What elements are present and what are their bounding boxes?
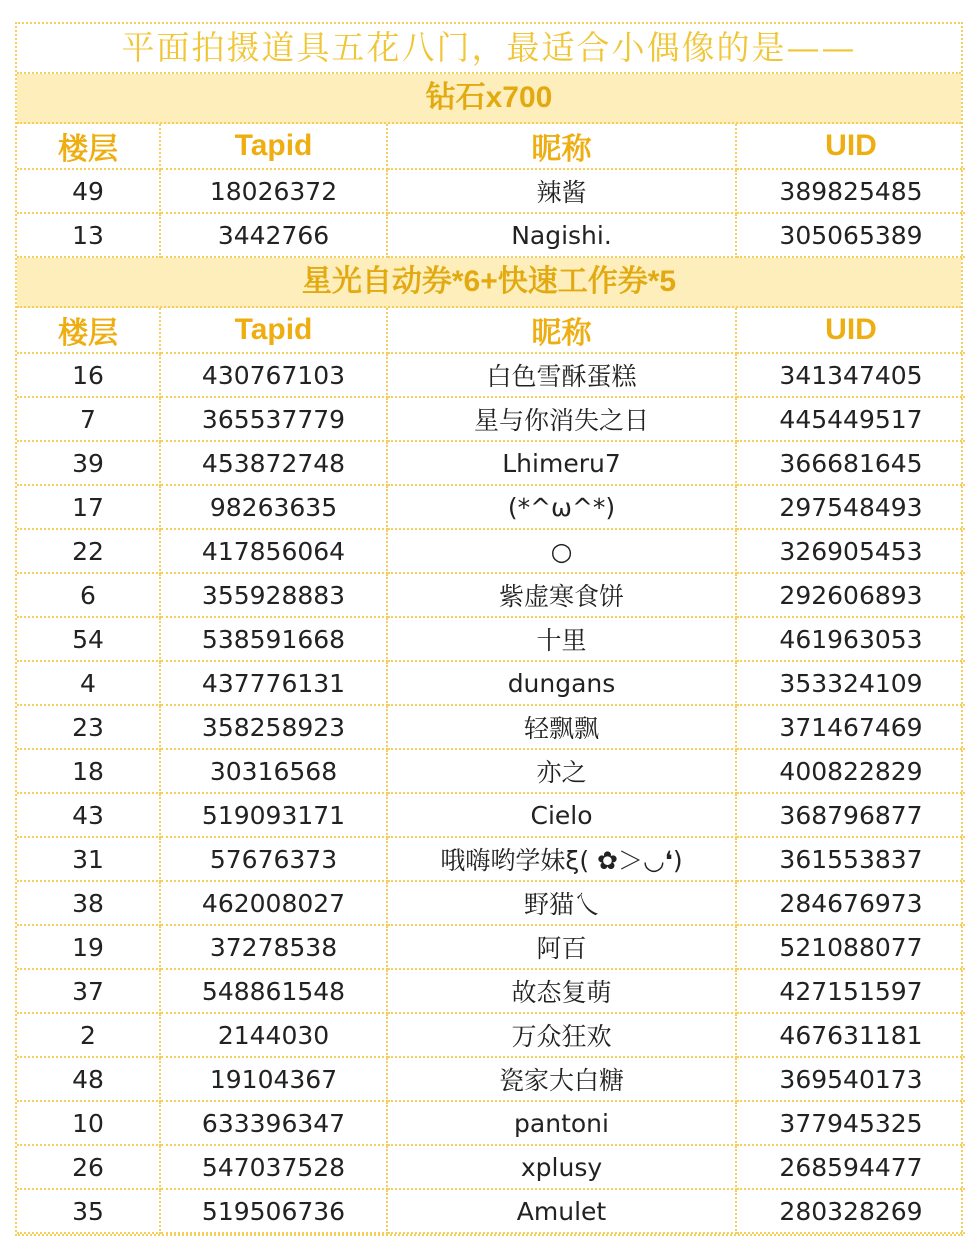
floor-cell: 54 [17,617,160,661]
uid-cell: 341347405 [736,353,965,397]
floor-cell: 35 [17,1189,160,1233]
tapid-cell: 462008027 [160,881,387,925]
tapid-cell: 547037528 [160,1145,387,1189]
floor-cell: 43 [17,793,160,837]
table-row [17,661,965,705]
uid-cell: 371467469 [736,705,965,749]
nickname-cell: 紫虚寒食饼 [387,573,736,617]
page-title: 平面拍摄道具五花八门，最适合小偶像的是—— [17,24,961,74]
uid-cell: 461963053 [736,617,965,661]
table-header-row [17,124,965,169]
floor-cell: 7 [17,397,160,441]
nickname-cell: 野猫乀 [387,881,736,925]
table-row [17,397,965,441]
uid-header: UID [736,308,965,353]
nickname-header: 昵称 [387,308,736,353]
uid-cell: 467631181 [736,1013,965,1057]
table-row [17,837,965,881]
tapid-cell: 437776131 [160,661,387,705]
floor-header: 楼层 [17,308,160,353]
nickname-cell: 轻飘飘 [387,705,736,749]
tapid-cell: 98263635 [160,485,387,529]
floor-cell: 37 [17,969,160,1013]
table-row [17,749,965,793]
tapid-cell: 538591668 [160,617,387,661]
tapid-cell: 430767103 [160,353,387,397]
uid-header: UID [736,124,965,169]
nickname-cell: xplusy [387,1145,736,1189]
table-row [17,213,965,257]
uid-cell: 361553837 [736,837,965,881]
floor-cell: 16 [17,353,160,397]
uid-cell: 389825485 [736,169,965,213]
tapid-cell: 519506736 [160,1189,387,1233]
tapid-cell: 417856064 [160,529,387,573]
nickname-cell: 哦嗨哟学妹ξ( ✿＞◡❛) [387,837,736,881]
floor-cell: 48 [17,1057,160,1101]
floor-cell: 2 [17,1013,160,1057]
section-heading: 钻石x700 [17,74,961,124]
tapid-cell: 3442766 [160,213,387,257]
tapid-cell: 18026372 [160,169,387,213]
floor-cell: 38 [17,881,160,925]
table-row [17,169,965,213]
uid-cell: 368796877 [736,793,965,837]
tapid-header: Tapid [160,308,387,353]
nickname-cell: Cielo [387,793,736,837]
nickname-cell: 十里 [387,617,736,661]
tapid-cell: 19104367 [160,1057,387,1101]
nickname-cell: (*^ω^*) [387,485,736,529]
uid-cell: 366681645 [736,441,965,485]
tapid-cell: 358258923 [160,705,387,749]
floor-cell: 22 [17,529,160,573]
nickname-cell: Lhimeru7 [387,441,736,485]
floor-cell: 31 [17,837,160,881]
nickname-cell: 万众狂欢 [387,1013,736,1057]
uid-cell: 427151597 [736,969,965,1013]
nickname-header: 昵称 [387,124,736,169]
table-header-row [17,308,965,353]
tapid-cell: 2144030 [160,1013,387,1057]
uid-cell: 521088077 [736,925,965,969]
nickname-cell: dungans [387,661,736,705]
table-row [17,881,965,925]
table-row [17,1057,965,1101]
nickname-cell: Nagishi. [387,213,736,257]
tapid-cell: 37278538 [160,925,387,969]
uid-cell: 292606893 [736,573,965,617]
winners-table [17,308,965,1234]
uid-cell: 353324109 [736,661,965,705]
uid-cell: 268594477 [736,1145,965,1189]
nickname-cell: ○ [387,529,736,573]
floor-cell: 13 [17,213,160,257]
tapid-cell: 633396347 [160,1101,387,1145]
sections-container [17,74,961,1234]
floor-header: 楼层 [17,124,160,169]
floor-cell: 39 [17,441,160,485]
tapid-cell: 519093171 [160,793,387,837]
nickname-cell: 瓷家大白糖 [387,1057,736,1101]
uid-cell: 377945325 [736,1101,965,1145]
nickname-cell: Amulet [387,1189,736,1233]
nickname-cell: 星与你消失之日 [387,397,736,441]
table-row [17,705,965,749]
floor-cell: 6 [17,573,160,617]
uid-cell: 297548493 [736,485,965,529]
table-row [17,1013,965,1057]
table-row [17,353,965,397]
tapid-header: Tapid [160,124,387,169]
tapid-cell: 57676373 [160,837,387,881]
tapid-cell: 548861548 [160,969,387,1013]
table-row [17,529,965,573]
prize-table-frame [15,22,963,1236]
table-row [17,617,965,661]
table-row [17,1145,965,1189]
floor-cell: 18 [17,749,160,793]
nickname-cell: 白色雪酥蛋糕 [387,353,736,397]
table-row [17,1189,965,1233]
tapid-cell: 30316568 [160,749,387,793]
uid-cell: 369540173 [736,1057,965,1101]
table-row [17,485,965,529]
uid-cell: 280328269 [736,1189,965,1233]
floor-cell: 23 [17,705,160,749]
uid-cell: 284676973 [736,881,965,925]
table-row [17,1101,965,1145]
section-heading: 星光自动券*6+快速工作券*5 [17,258,961,308]
table-row [17,793,965,837]
table-row [17,573,965,617]
floor-cell: 26 [17,1145,160,1189]
floor-cell: 17 [17,485,160,529]
floor-cell: 4 [17,661,160,705]
table-row [17,969,965,1013]
tapid-cell: 453872748 [160,441,387,485]
table-row [17,441,965,485]
uid-cell: 326905453 [736,529,965,573]
uid-cell: 400822829 [736,749,965,793]
nickname-cell: 故态复萌 [387,969,736,1013]
uid-cell: 445449517 [736,397,965,441]
floor-cell: 19 [17,925,160,969]
floor-cell: 49 [17,169,160,213]
nickname-cell: 阿百 [387,925,736,969]
tapid-cell: 365537779 [160,397,387,441]
winners-table [17,124,965,258]
table-row [17,925,965,969]
floor-cell: 10 [17,1101,160,1145]
tapid-cell: 355928883 [160,573,387,617]
nickname-cell: pantoni [387,1101,736,1145]
uid-cell: 305065389 [736,213,965,257]
nickname-cell: 亦之 [387,749,736,793]
nickname-cell: 辣酱 [387,169,736,213]
